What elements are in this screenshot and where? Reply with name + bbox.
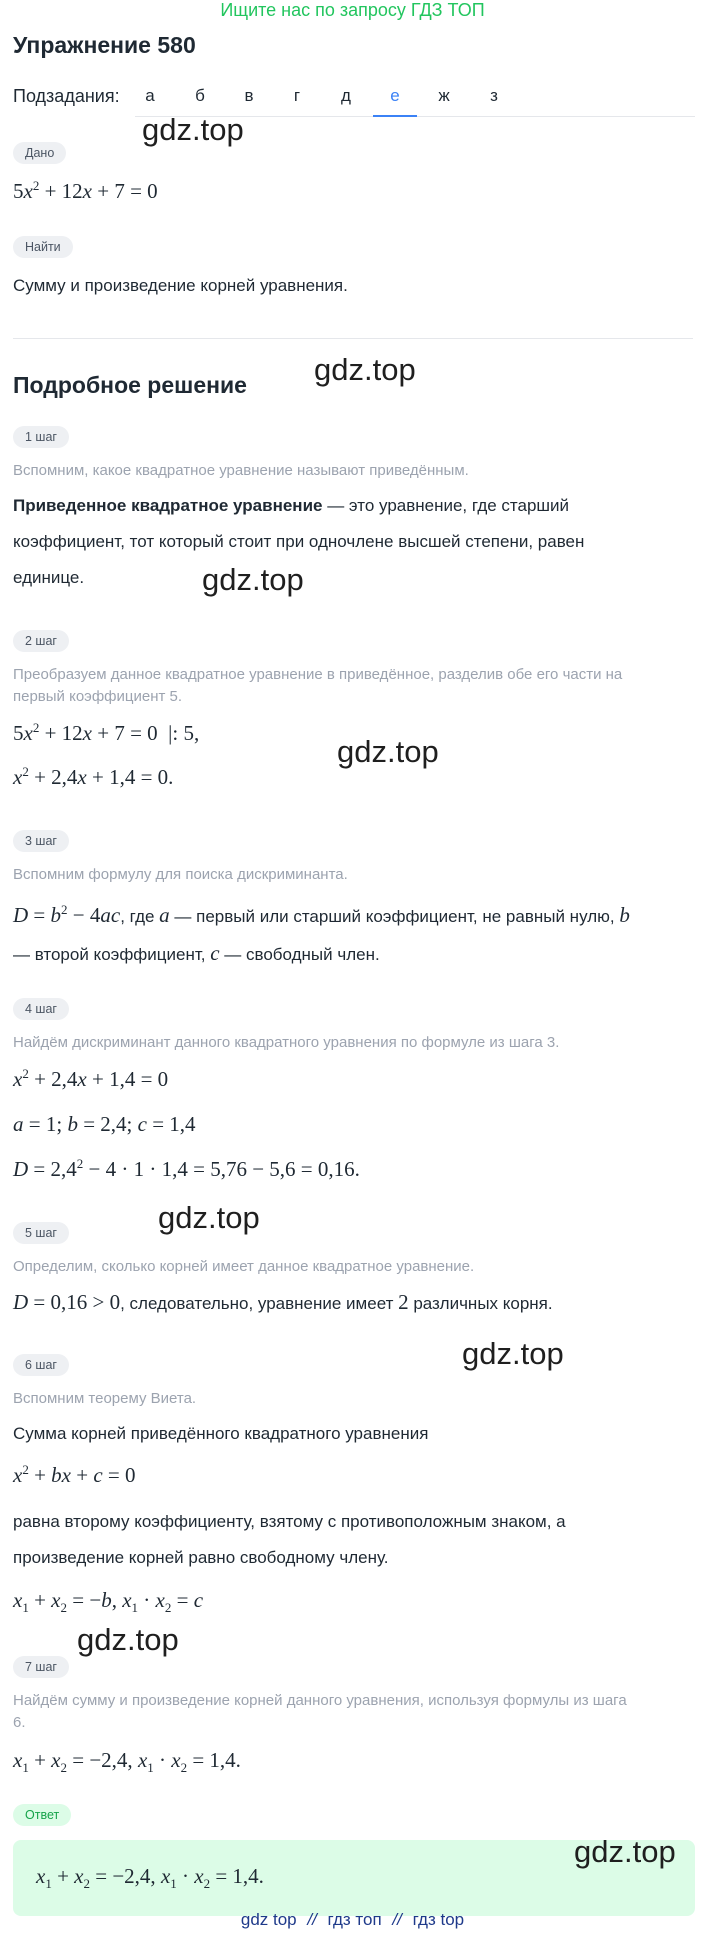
step-1-hint: Вспомним, какое квадратное уравнение называют приведённым. (13, 462, 469, 479)
watermark: gdz.top (142, 112, 244, 147)
tab-d[interactable]: д (341, 86, 351, 105)
watermark: gdz.top (77, 1622, 179, 1657)
step-1-bold: Приведенное квадратное уравнение (13, 496, 323, 515)
given-badge: Дано (13, 142, 66, 164)
given-equation: $5x^2 + 12x + 7 = 0$ (13, 178, 158, 203)
step-5-badge: 5 шаг (13, 1222, 69, 1244)
step-6-eq1: $x^2$ + bx + c = 0 (13, 1462, 136, 1487)
tab-g[interactable]: г (293, 86, 301, 105)
watermark: gdz.top (337, 734, 439, 769)
subtask-tabs (135, 76, 695, 117)
step-2-eq1: $5x^2 + 12x + 7 = 0$ |: 5, (13, 720, 200, 745)
tab-e[interactable]: е (373, 86, 417, 117)
step-1-badge: 1 шаг (13, 426, 69, 448)
step-7-eq: $x_1 + x_2 = -2,4$, $x_1 \cdot x_2 = 1,4$. (13, 1748, 241, 1776)
footer-sep: // (392, 1910, 402, 1929)
top-banner: Ищите нас по запросу ГДЗ ТОП (220, 0, 485, 20)
watermark: gdz.top (158, 1200, 260, 1235)
tab-zh[interactable]: ж (438, 86, 450, 105)
watermark: gdz.top (314, 352, 416, 387)
step-1-line3: единице. (13, 568, 85, 587)
step-4-eq1: $x^2 + 2,4x + 1,4 = 0$ (13, 1066, 169, 1091)
find-text: Сумму и произведение корней уравнения. (13, 276, 348, 295)
tab-v[interactable]: в (244, 86, 254, 105)
step-6-text2: равна второму коэффициенту, взятому с противоположным знаком, а произведение корней равно свободному члену. (13, 1512, 566, 1567)
tab-a[interactable]: а (145, 86, 155, 105)
divider (13, 338, 693, 339)
step-4-eq3: $D = 2,4^2 - 4 \cdot 1 \cdot 1,4 = 5,76 - 5,6 = 0,16$. (13, 1156, 360, 1181)
find-badge: Найти (13, 236, 73, 258)
step-6-badge: 6 шаг (13, 1354, 69, 1376)
watermark: gdz.top (462, 1336, 564, 1371)
step-7-badge: 7 шаг (13, 1656, 69, 1678)
tab-b[interactable]: б (195, 86, 205, 105)
step-7-hint: Найдём сумму и произведение корней данного уравнения, используя формулы из шага 6. (13, 1692, 627, 1731)
page-title: Упражнение 580 (13, 32, 196, 58)
step-3-hint: Вспомним формулу для поиска дискриминанта. (13, 866, 348, 883)
tab-z[interactable]: з (490, 86, 498, 105)
watermark: gdz.top (202, 562, 304, 597)
step-3-badge: 3 шаг (13, 830, 69, 852)
step-5-hint: Определим, сколько корней имеет данное квадратное уравнение. (13, 1258, 475, 1275)
answer-eq: $x_1 + x_2 = -2,4$, $x_1 \cdot x_2 = 1,4$. (36, 1864, 264, 1892)
step-4-eq2: a = 1; b = 2,4; c = 1,4 (13, 1112, 196, 1136)
step-2-hint: Преобразуем данное квадратное уравнение в приведённое, разделив обе его части на первый коэффициент 5. (13, 666, 623, 705)
step-6-eq2: $x_1 + x_2 = -b$, $x_1 \cdot x_2 = c$ (13, 1588, 204, 1616)
step-3-formula: $D = b^2 - 4ac$ (13, 902, 121, 927)
footer-link[interactable]: гдз топ (327, 1910, 382, 1929)
step-6-text1: Сумма корней приведённого квадратного уравнения (13, 1424, 429, 1443)
step-5-text: D = 0,16 > 0, следовательно, уравнение имеет 2 различных корня. (13, 1290, 553, 1314)
footer-link[interactable]: гдз top (412, 1910, 465, 1929)
footer-sep: // (307, 1910, 317, 1929)
step-1-line1: — это уравнение, где старший (322, 496, 570, 515)
solution-title: Подробное решение (13, 372, 247, 398)
step-3-text: $D = b^2 - 4ac$, где a — первый или старший коэффициент, не равный нулю, b — второй коэффициент, c — свободный член. (13, 902, 630, 965)
answer-badge: Ответ (13, 1804, 71, 1826)
step-6-hint: Вспомним теорему Виета. (13, 1390, 197, 1407)
step-2-eq2: $x^2 + 2,4x + 1,4 = 0$. (13, 764, 174, 789)
subtasks-label: Подзадания: (13, 86, 120, 106)
step-2-badge: 2 шаг (13, 630, 69, 652)
footer-link[interactable]: gdz top (240, 1910, 297, 1929)
footer-links (0, 1910, 705, 1930)
step-1-line2: коэффициент, тот который стоит при одночлене высшей степени, равен (13, 532, 585, 551)
step-4-hint: Найдём дискриминант данного квадратного уравнения по формуле из шага 3. (13, 1034, 560, 1051)
step-4-badge: 4 шаг (13, 998, 69, 1020)
step-1-text (13, 488, 693, 596)
watermark: gdz.top (574, 1834, 676, 1869)
